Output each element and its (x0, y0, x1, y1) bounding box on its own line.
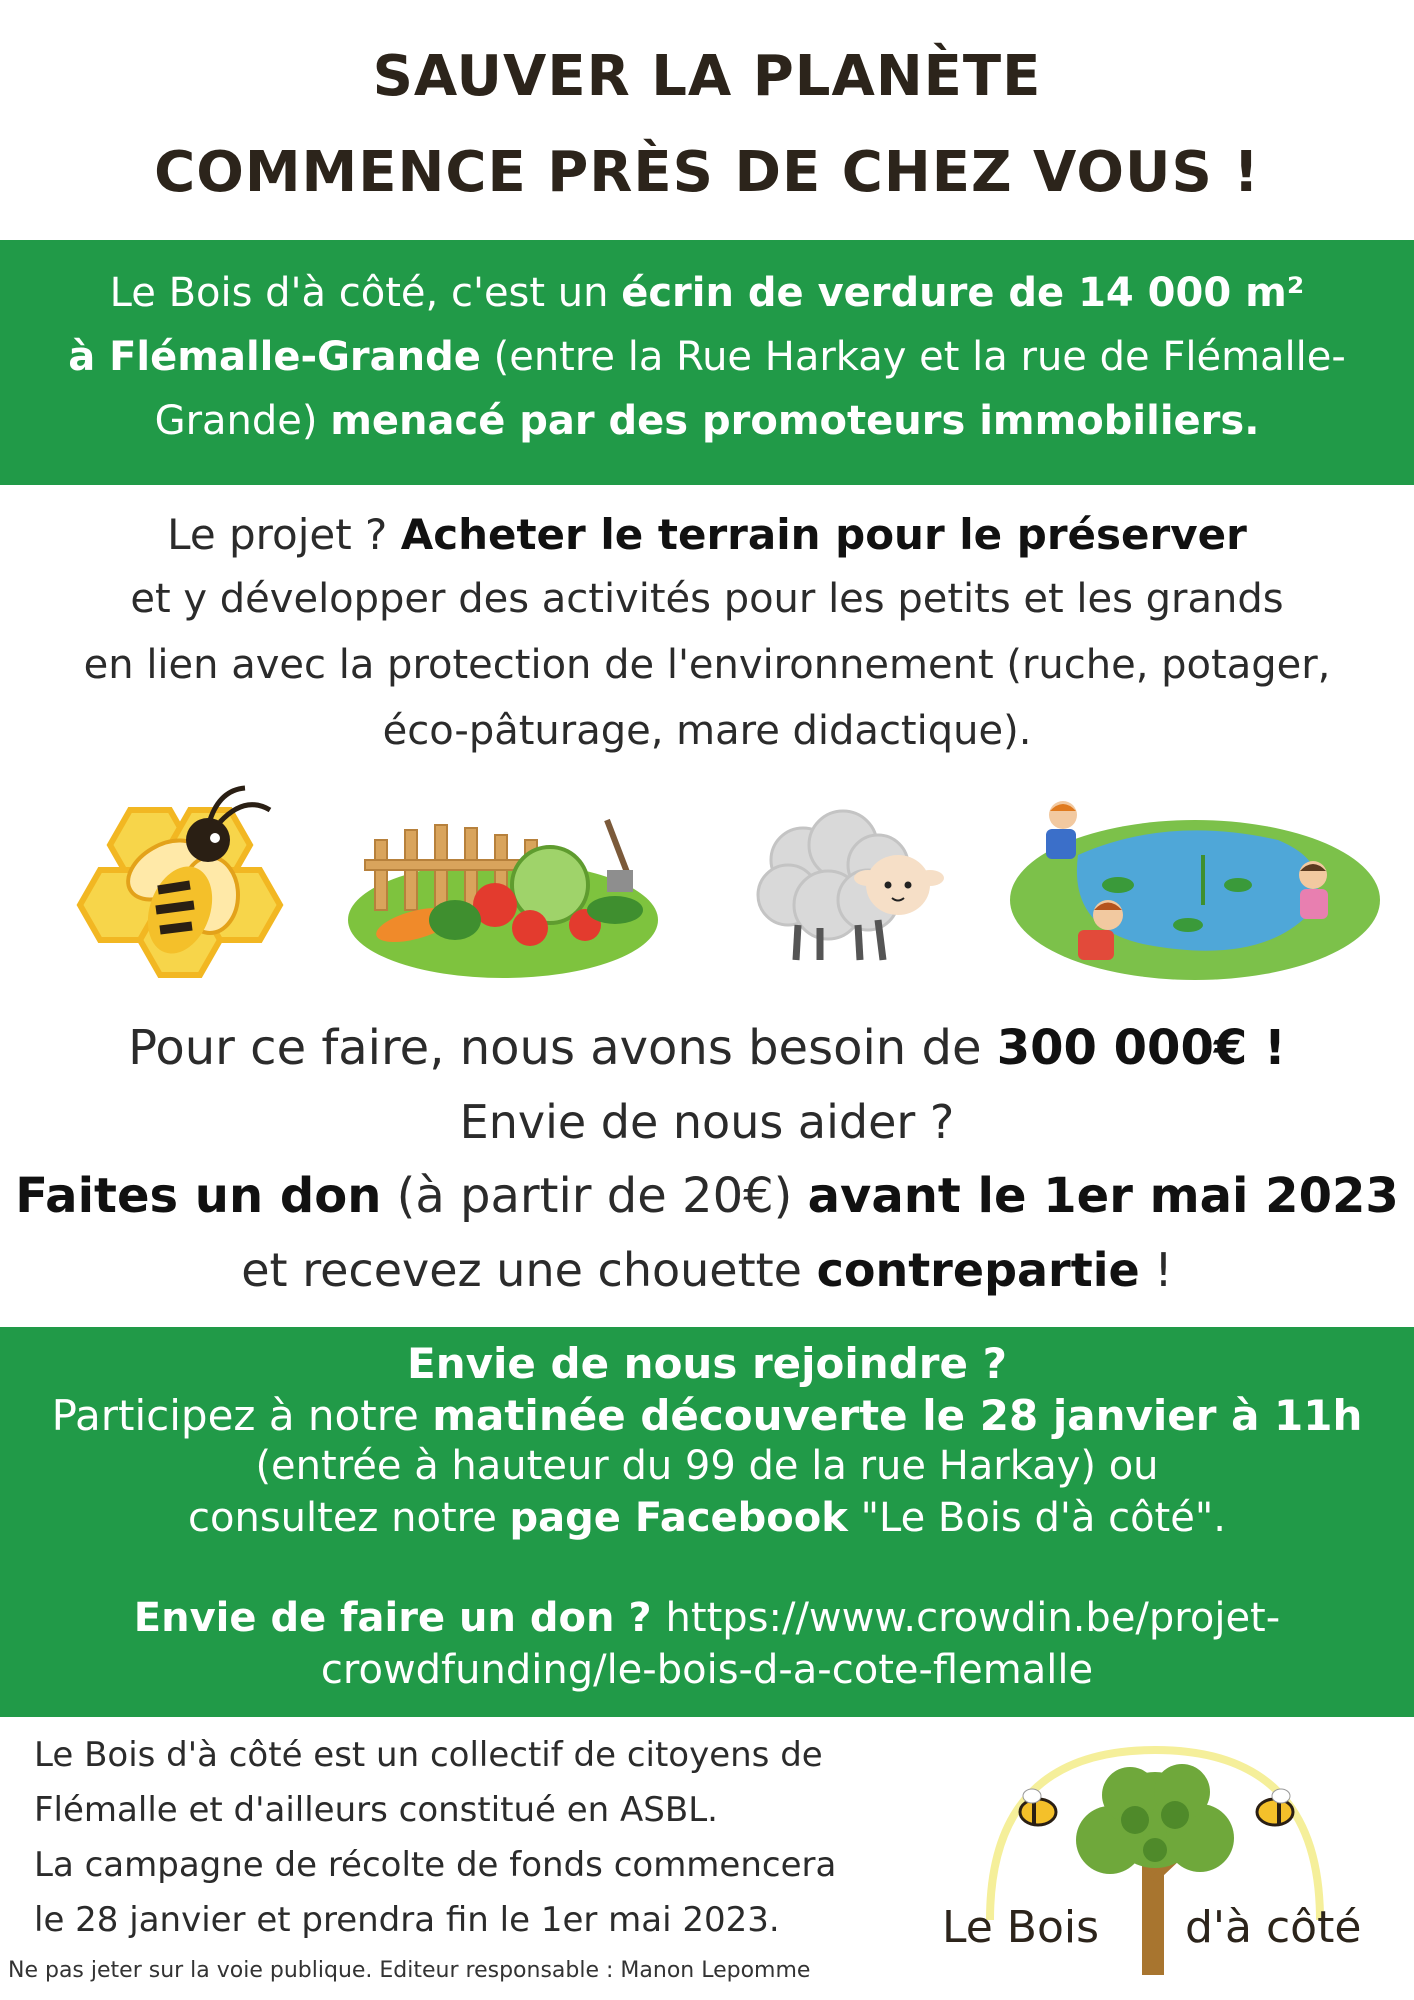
footer-line-2: Flémalle et d'ailleurs constitué en ASBL. (34, 1790, 718, 1830)
footer-line-3: La campagne de récolte de fonds commencera (34, 1845, 837, 1885)
donate-line-1: Envie de faire un don ? https://www.crowdin.be/projet- (133, 1595, 1281, 1641)
sheep-icon (748, 800, 948, 965)
bee-honeycomb-icon (70, 780, 290, 990)
join-line-4: consultez notre page Facebook "Le Bois d'à côté". (188, 1495, 1226, 1541)
intro-line-1: Le Bois d'à côté, c'est un écrin de verdure de 14 000 m² (109, 270, 1305, 316)
intro-line-3: Grande) menacé par des promoteurs immobiliers. (154, 398, 1260, 444)
headline-line-1: SAUVER LA PLANÈTE (372, 44, 1042, 109)
pond-kids-icon (1008, 795, 1383, 985)
intro-line-2: à Flémalle-Grande (entre la Rue Harkay et la rue de Flémalle- (68, 334, 1346, 380)
footer-line-4: le 28 janvier et prendra fin le 1er mai 2023. (34, 1900, 780, 1940)
bee-right-icon (1257, 1789, 1293, 1825)
join-banner (0, 1327, 1414, 1717)
intro-banner (0, 240, 1414, 485)
donate-link[interactable]: https://www.crowdin.be/projet- (665, 1595, 1281, 1641)
donate-link-continued[interactable]: crowdfunding/le-bois-d-a-cote-flemalle (320, 1647, 1094, 1693)
project-line-4: éco-pâturage, mare didactique). (382, 708, 1032, 754)
appeal-line-1: Pour ce faire, nous avons besoin de 300 000€ ! (128, 1020, 1286, 1076)
footer-line-1: Le Bois d'à côté est un collectif de citoyens de (34, 1735, 823, 1775)
donate-line-2 (0, 1647, 1414, 1693)
project-line-2: et y développer des activités pour les petits et les grands (130, 576, 1284, 622)
logo-text-right: d'à côté (1185, 1902, 1362, 1953)
join-title: Envie de nous rejoindre ? (407, 1339, 1007, 1388)
appeal-line-4: et recevez une chouette contrepartie ! (241, 1243, 1173, 1297)
join-line-2: Participez à notre matinée découverte le 28 janvier à 11h (51, 1391, 1363, 1440)
logo-text-left: Le Bois (942, 1902, 1100, 1953)
logo (930, 1720, 1400, 1990)
headline-line-2: COMMENCE PRÈS DE CHEZ VOUS ! (154, 140, 1260, 205)
appeal-line-3: Faites un don (à partir de 20€) avant le 1er mai 2023 (15, 1168, 1399, 1224)
bee-left-icon (1020, 1789, 1056, 1825)
project-line-1: Le projet ? Acheter le terrain pour le préserver (167, 510, 1247, 559)
join-line-3: (entrée à hauteur du 99 de la rue Harkay) ou (255, 1443, 1159, 1489)
appeal-line-2: Envie de nous aider ? (459, 1095, 955, 1149)
disclaimer: Ne pas jeter sur la voie publique. Editeur responsable : Manon Lepomme (8, 1958, 811, 1983)
vegetable-garden-icon (345, 800, 660, 990)
project-line-3: en lien avec la protection de l'environnement (ruche, potager, (83, 642, 1331, 688)
